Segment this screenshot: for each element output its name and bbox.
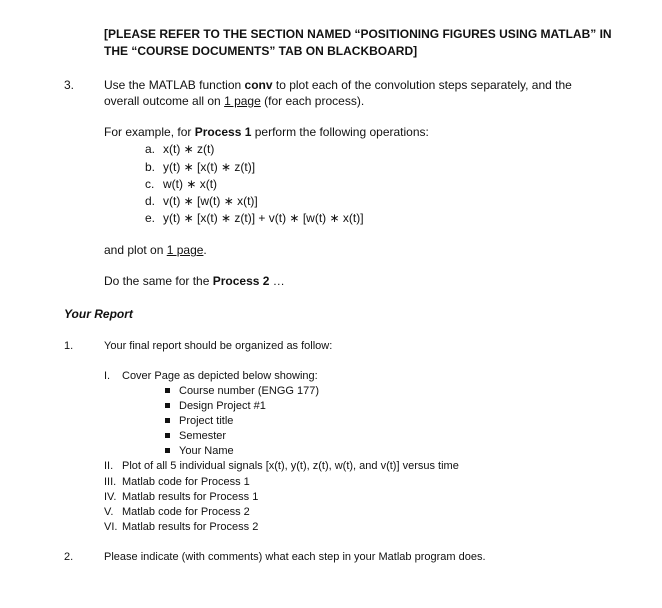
bullet-course-number: Course number (ENGG 177): [165, 385, 319, 397]
roman-item-2: II. Plot of all 5 individual signals [x(t), y(t), z(t), w(t), and v(t)] versus time: [104, 460, 459, 472]
header-line-1: [PLEASE REFER TO THE SECTION NAMED “POSITIONING FIGURES USING MATLAB” IN: [104, 27, 612, 41]
operation-b: b. y(t) ∗ [x(t) ∗ z(t)]: [145, 160, 256, 174]
report-item-2-text: Please indicate (with comments) what each step in your Matlab program does.: [104, 551, 486, 563]
roman-item-6: VI. Matlab results for Process 2: [104, 521, 259, 533]
bullet-project-title: Project title: [165, 415, 233, 427]
operation-c: c. w(t) ∗ x(t): [145, 177, 218, 191]
same-line: Do the same for the Process 2 …: [104, 274, 285, 288]
bullet-icon: [165, 403, 170, 408]
report-heading: Your Report: [64, 307, 133, 321]
bullet-semester: Semester: [165, 430, 226, 442]
roman-item-4: IV. Matlab results for Process 1: [104, 491, 259, 503]
bullet-your-name: Your Name: [165, 445, 234, 457]
bullet-icon: [165, 448, 170, 453]
roman-item-3: III. Matlab code for Process 1: [104, 476, 250, 488]
bullet-icon: [165, 433, 170, 438]
operation-a: a. x(t) ∗ z(t): [145, 142, 215, 156]
item-3-line-2: overall outcome all on 1 page (for each process).: [104, 94, 365, 108]
bullet-icon: [165, 418, 170, 423]
header-line-2: THE “COURSE DOCUMENTS” TAB ON BLACKBOARD]: [104, 44, 418, 58]
bullet-icon: [165, 388, 170, 393]
item-3-number: 3.: [64, 78, 75, 92]
report-item-1-text: Your final report should be organized as follow:: [104, 340, 333, 352]
operation-e: e. y(t) ∗ [x(t) ∗ z(t)] + v(t) ∗ [w(t) ∗ x(t)]: [145, 211, 364, 225]
roman-item-1: I. Cover Page as depicted below showing:: [104, 370, 318, 382]
operation-d: d. v(t) ∗ [w(t) ∗ x(t)]: [145, 194, 258, 208]
bullet-design-project: Design Project #1: [165, 400, 266, 412]
roman-item-5: V. Matlab code for Process 2: [104, 506, 250, 518]
plot-line: and plot on 1 page.: [104, 243, 207, 257]
item-3-line-1: Use the MATLAB function conv to plot each of the convolution steps separately, and the: [104, 78, 572, 92]
report-item-1-number: 1.: [64, 340, 74, 352]
example-line: For example, for Process 1 perform the following operations:: [104, 125, 429, 139]
report-item-2-number: 2.: [64, 551, 74, 563]
